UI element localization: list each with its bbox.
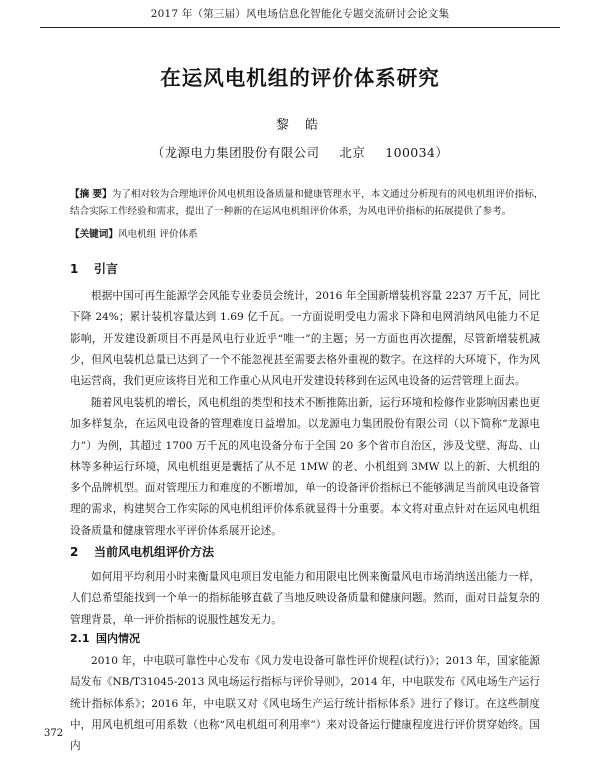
keywords-label: 【关键词】 — [70, 229, 118, 240]
keywords-text: 风电机组 评价体系 — [117, 229, 198, 240]
author-name: 黎 皓 — [275, 118, 325, 133]
abstract-label: 【摘 要】 — [70, 189, 112, 200]
affiliation-org: （龙源电力集团股份有限公司 — [151, 145, 320, 160]
paper-title: 在运风电机组的评价体系研究 — [160, 66, 440, 90]
page-number: 372 — [44, 728, 64, 739]
section-number: 2 — [70, 545, 79, 559]
section-2-heading — [70, 543, 214, 560]
abstract-text: 为了相对较为合理地评价风电机组设备质量和健康管理水平，本文通过分析现有的风电机组评价指标，结合实际工作经验和需求，提出了一种新的在运风电机组评价体系，为风电评价指标的拓展提供了参考。 — [70, 189, 544, 217]
section-title: 当前风电机组评价方法 — [94, 545, 215, 559]
subsection-2-1-paragraph-1: 2010 年，中电联可靠性中心发布《风力发电设备可靠性评价规程(试行)》；2013 年，国家能源局发布《NB/T31045-2013 风电场运行指标与评价导则》，2014 年，中电联发布《风电场生产运行统计指标体系》；2016 年，中电联又对《风电场生产运行统计指标体系》进行了修订。在这些制度中，用风电机组可用系数（也称“风电机组可利用率”）来对设备运行健康程度进行评价贯穿始终。国内 — [70, 655, 540, 753]
subsection-2-1-heading — [70, 630, 140, 646]
affiliation — [0, 143, 600, 161]
affiliation-city: 北京 — [339, 145, 366, 160]
section-1-paragraph-1: 根据中国可再生能源学会风能专业委员会统计，2016 年全国新增装机容量 2237 万千瓦，同比下降 24%；累计装机容量达到 1.69 亿千瓦。一方面说明受电力需求下降和电网消纳风电能力不足影响，开发建设新项目不再是风电行业近乎“唯一”的主题；另一方面也再次提醒，尽管新增装机减少，但风电装机总量已达到了一个不能忽视甚至需要去格外重视的数字。在这样的大环境下，作为风电运营商，我们更应该将目光和工作重心从风电开发建设转移到在运风电设备的运营管理上面去。 — [70, 290, 540, 388]
abstract — [70, 186, 545, 220]
section-1-heading — [70, 260, 118, 277]
affiliation-postcode: 100034） — [385, 145, 449, 160]
running-header: 2017 年（第三届）风电场信息化智能化专题交流研讨会论文集 — [40, 6, 560, 28]
section-2-paragraph-1: 如何用平均利用小时来衡量风电项目发电能力和用限电比例来衡量风电市场消纳送出能力一样，人们总希望能找到一个单一的指标能够直截了当地反映设备质量和健康问题。然而，面对日益复杂的管理背景，单一评价指标的说服性越发无力。 — [70, 571, 540, 626]
subsection-title: 国内情况 — [96, 632, 140, 645]
section-number: 1 — [70, 262, 79, 276]
keywords — [70, 226, 545, 240]
subsection-number: 2.1 — [70, 632, 90, 645]
section-1-paragraph-2: 随着风电装机的增长，风电机组的类型和技术不断推陈出新，运行环境和检修作业影响因素也更加多样复杂，在运风电设备的管理难度日益增加。以龙源电力集团股份有限公司（以下简称“龙源电力”）为例，其超过 1700 万千瓦的风电设备分布于全国 20 多个省市自治区，涉及戈壁、海岛、山林等多种运行环境，风电机组更是囊括了从不足 1MW 的老、小机组到 3MW 以上的新、大机组的多个品牌机型。面对管理压力和难度的不断增加，单一的设备评价指标已不能够满足当前风电设备管理的需求，构建契合工作实际的风电机组评价体系就显得十分重要。本文将对重点针对在运风电机组设备质量和健康管理水平评价体系展开论述。 — [70, 397, 540, 537]
section-title: 引言 — [94, 262, 119, 276]
